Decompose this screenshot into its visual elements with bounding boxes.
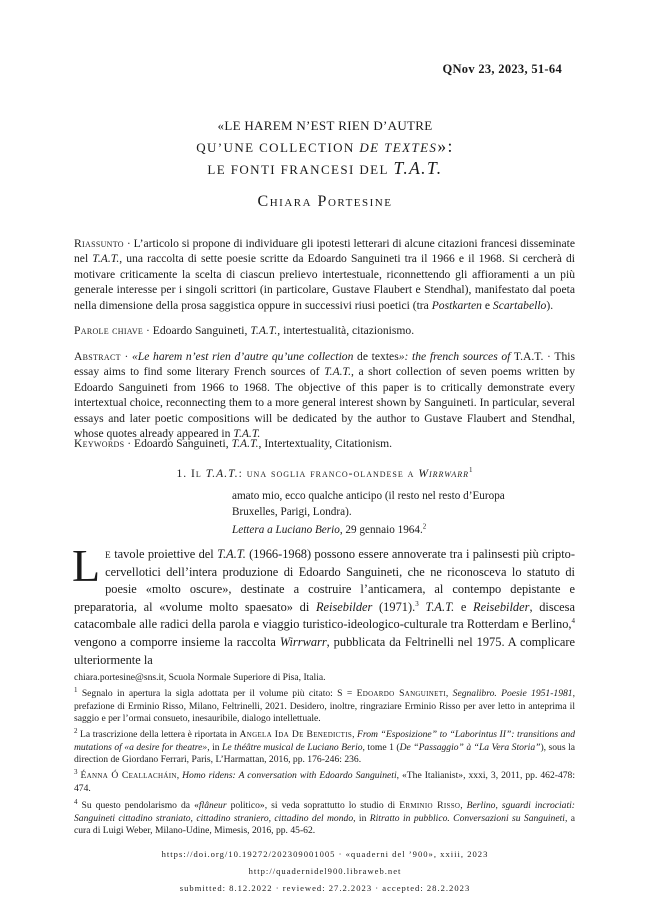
text: T.A.T. xyxy=(217,547,246,561)
text: , intertestualità, citazionismo. xyxy=(277,324,415,337)
parole-chiave-paragraph xyxy=(74,323,575,338)
text: ), sous la direction de Giordano Ferrari, Paris, L’Harmattan, 2016, pp. 176-246: 236. xyxy=(74,741,575,766)
text: »: the french sources of xyxy=(398,350,511,363)
text: From “Esposizione” to “Laborintus II”: transitions and mutations of «a desire for theatre» xyxy=(74,729,576,753)
text: , tome 1 ( xyxy=(362,741,400,753)
article-title-line-2 xyxy=(0,135,650,158)
text: Segnalo in apertura la sigla adottata per il volume più citato: S = xyxy=(77,688,357,699)
riassunto-paragraph xyxy=(74,236,575,313)
title-italic: de textes xyxy=(359,136,438,157)
section-heading xyxy=(0,467,650,480)
text: Segnalibro. Poesie 1951-1981 xyxy=(452,688,573,699)
text: T.A.T. xyxy=(250,324,278,337)
text: , discesa catacombale alle radici della parola e viaggio turistico-ideologico-culturale tra Rotterdam e Berlino, xyxy=(74,599,575,632)
text: , xyxy=(352,729,358,740)
author-name: Chiara Portesine xyxy=(257,193,393,210)
text: tavole proiettive del xyxy=(110,547,218,561)
text: Postkarten xyxy=(431,298,482,312)
title-text: qu’une collection xyxy=(196,136,360,157)
text: · L’articolo si propone di individuare gli ipotesti letterari di alcune citazioni francesi disseminate nel xyxy=(74,237,575,266)
author-affiliation: chiara.portesine@sns.it, Scuola Normale Superiore di Pisa, Italia. xyxy=(74,672,326,683)
text: Angela Ida De Benedictis xyxy=(239,729,353,740)
text: Homo ridens: A conversation with Edoardo Sanguineti xyxy=(182,770,397,781)
footnote-3 xyxy=(74,767,575,795)
text: : una soglia franco-olandese a xyxy=(238,467,419,480)
journal-url[interactable]: http://quadernidel900.libraweb.net xyxy=(248,866,402,876)
text: , 29 gennaio 1964. xyxy=(339,524,423,536)
text: T.A.T. xyxy=(92,252,120,266)
text: Éanna Ó Ceallacháin xyxy=(80,770,177,781)
text: «Le harem n’est rien d’autre qu’une collection xyxy=(131,350,354,363)
text: , Intertextuality, Citationism. xyxy=(258,437,393,450)
epigraph-line-1: amato mio, ecco qualche anticipo (il resto nel resto d’Europa xyxy=(232,490,505,502)
text: e xyxy=(105,547,111,561)
text: T.A.T. xyxy=(425,599,455,614)
parole-chiave-label: Parole chiave xyxy=(74,324,144,337)
text: (1971). xyxy=(372,599,416,614)
footnote-number: 2 xyxy=(74,726,78,735)
text: Ritratto in pubblico. Conversazioni su Sanguineti xyxy=(369,812,565,824)
text: T.A.T. xyxy=(324,365,352,379)
footnote-number: 1 xyxy=(74,685,78,694)
section-number: 1. Il xyxy=(176,467,206,480)
text: flâneur xyxy=(198,800,227,811)
text: De “Passaggio” à “La Vera Storia” xyxy=(399,741,541,753)
text: Su questo pendolarismo da « xyxy=(77,800,199,811)
text: Edoardo Sanguineti xyxy=(356,688,446,699)
text: , a cura di Luigi Weber, Milano-Udine, Mimesis, 2016, pp. 45-62. xyxy=(74,812,575,837)
footnote-4 xyxy=(74,797,575,838)
footnote-1 xyxy=(74,685,575,726)
text: Lettera a Luciano Berio xyxy=(232,524,340,536)
abstract-paragraph xyxy=(74,349,575,441)
text: Scartabello xyxy=(492,298,547,312)
text: Reisebilder xyxy=(315,599,373,614)
body-paragraph xyxy=(72,540,576,669)
text: T.A.T. xyxy=(231,437,259,450)
text: vengono a comporre insieme la raccolta xyxy=(74,634,280,649)
text: Erminio Risso xyxy=(399,800,461,811)
footnote-ref[interactable]: 3 xyxy=(415,599,419,608)
drop-cap: L xyxy=(72,540,101,591)
article-title-line-1 xyxy=(0,113,650,136)
footnote-number: 3 xyxy=(74,767,78,776)
text: , in xyxy=(207,741,223,753)
footnote-ref[interactable]: 1 xyxy=(469,466,474,475)
text: , xyxy=(176,770,183,781)
submission-dates: submitted: 8.12.2022 · reviewed: 27.2.2023 · accepted: 28.2.2023 xyxy=(179,883,471,893)
footnote-2 xyxy=(74,726,576,767)
journal-reference: QNov 23, 2023, 51-64 xyxy=(442,62,562,76)
text: , in xyxy=(353,812,370,824)
keywords-label: Keywords xyxy=(74,437,125,450)
doi-link[interactable]: https://doi.org/10.19272/202309001005 · «quaderni del ’900», xxiii, 2023 xyxy=(161,849,489,859)
footnote-number: 4 xyxy=(74,797,78,806)
text: La trascrizione della lettera è riportata in xyxy=(77,729,240,740)
text: , pubblicata da Feltrinelli nel 1975. A complicare ulteriormente la xyxy=(74,634,575,667)
title-italic: T.A.T. xyxy=(393,158,443,178)
epigraph-line-2: Bruxelles, Parigi, Londra). xyxy=(232,506,352,518)
riassunto-label: Riassunto xyxy=(74,237,124,250)
text: Berlino, sguardi incrociati: Sanguineti cittadino straniato, cittadino straniero, cittadino del mondo xyxy=(74,800,575,824)
footnote-ref[interactable]: 2 xyxy=(422,522,427,531)
title-text: «Le harem n’est rien d’autre xyxy=(217,114,433,135)
text: , «The Italianist», xxxi, 3, 2011, pp. 462-478: 474. xyxy=(74,770,575,794)
text: Wirrwarr xyxy=(279,634,327,649)
abstract-label: Abstract xyxy=(74,350,121,363)
epigraph-attribution xyxy=(232,523,577,538)
text: Le théâtre musical de Luciano Berio xyxy=(222,741,363,753)
text: (1966-1968) possono essere annoverate tra i palinsesti più cripto-cervellotici dell’intera produzione di Edoardo Sanguineti, che ne riconosceva lo statuto di poesie «molto oscure», destinate a costruire l’anticamera, al contempo depistante e preparatoria, al «volume molto spaesato» di xyxy=(74,547,576,614)
text: T.A.T. xyxy=(205,467,239,480)
text: , a short collection of seven poems written by Edoardo Sanguineti from 1966 to 1968. The objective of this paper is to critically demonstrate every intertextual choice, reconnecting them to a more general interest shown by Sanguineti. In particular, several essays and later poetic compositions will be dedicated by the author to Gustave Flaubert and Stendhal, whose quotes already appeared in xyxy=(74,365,576,441)
title-text: le fonti francesi del xyxy=(207,158,394,179)
text: · Edoardo Sanguineti, xyxy=(124,437,232,450)
text: · xyxy=(120,350,132,363)
article-title-line-3 xyxy=(0,157,650,180)
text: , una raccolta di sette poesie scritte da Edoardo Sanguineti tra il 1966 e il 1968. Si cercherà di motivare criticamente la scelta di ciascun prelievo intertestuale, riconnettendo gli affioramenti a un più generale interesse per i singoli scrittori (in particolare, Gustave Flaubert e Stendhal), manifestato dal poeta nella dimensione della prosa saggistica oppure in successivi riusi poetici (tra xyxy=(74,252,576,312)
text: politico», si veda soprattutto lo studio di xyxy=(226,800,400,811)
text: e xyxy=(481,298,493,312)
text: e xyxy=(454,599,473,614)
text: T.A.T. · This essay aims to find some literary French sources of xyxy=(74,350,575,379)
text: , prefazione di Erminio Risso, Milano, Feltrinelli, 2021. Desidero, inoltre, ringraziare Erminio Risso per aver letto in anteprima il saggio e per l’ormai consueto, inesauribile, dialogo intellettuale. xyxy=(74,688,575,725)
text: ). xyxy=(546,298,554,312)
text: de textes xyxy=(353,350,399,363)
text: , xyxy=(460,800,467,811)
text: Reisebilder xyxy=(473,599,530,614)
footnote-ref[interactable]: 4 xyxy=(571,617,575,626)
title-text: »: xyxy=(437,136,454,156)
text: Wirrwarr xyxy=(418,467,470,480)
text: T.A.T. xyxy=(233,427,261,441)
text: · Edoardo Sanguineti, xyxy=(143,324,251,337)
keywords-paragraph xyxy=(74,436,575,451)
text: , xyxy=(445,688,453,699)
